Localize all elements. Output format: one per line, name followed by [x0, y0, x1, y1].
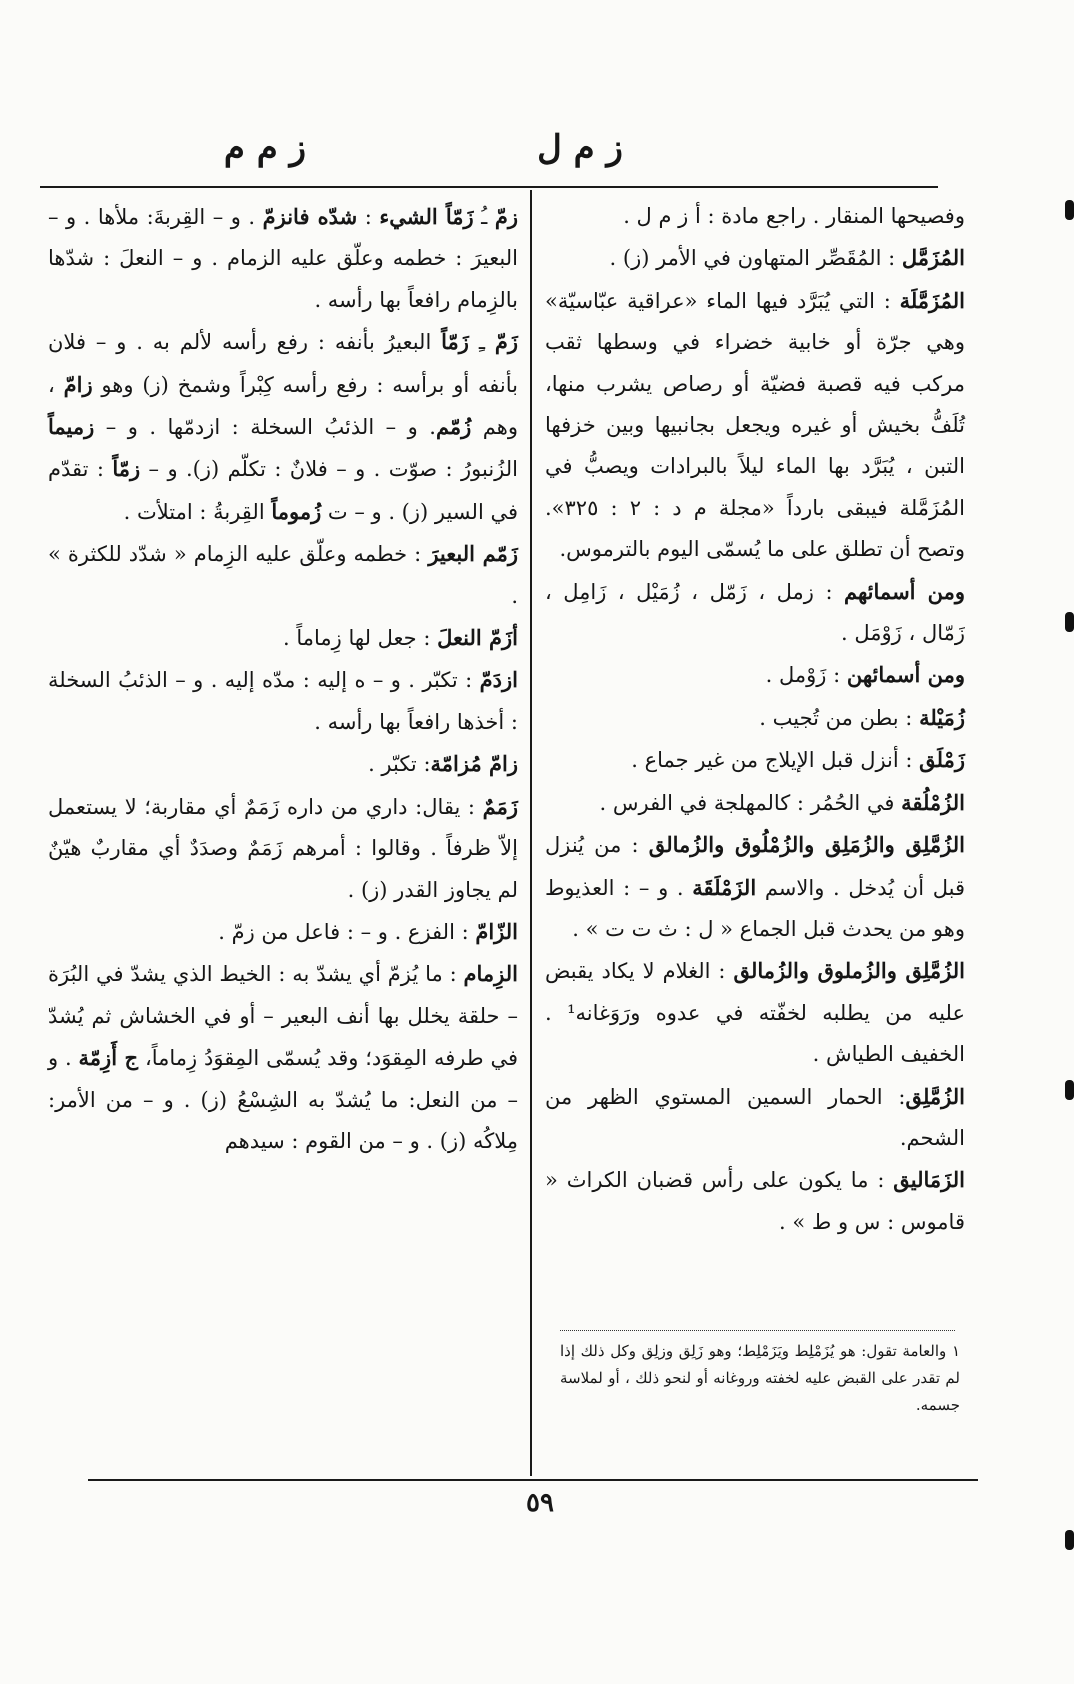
dictionary-entry: ومن أسمائهم : زمل ، زَمّل ، زُمَيْل ، زَامِل ، زَمّال ، زَوْمَل . — [545, 578, 966, 646]
dictionary-entry: المُزَمَّل : المُقَصِّر المتهاون في الأمر (ز) . — [609, 245, 965, 271]
binding-mark — [1065, 200, 1074, 220]
left-column — [48, 196, 518, 1162]
dictionary-entry: الزّامّ : الفزع . و – : فاعل من زمّ . — [218, 918, 518, 944]
dictionary-entry: زُمَيْلة : بطن من تُجيب . — [759, 704, 965, 730]
dictionary-entry: زَمّ ـِ زَمّاً البعيرُ بأنفه : رفع رأسه لألم به . و – فلان بأنفه أو برأسه : رفع رأسه كِبْراً وشمخ (ز) وهو زامّ ، وهم زُمّم. و – الذئبُ السخلة : ازدمّها . و – زميماً الزُنبورُ : صوّت . و – فلانٌ : تكلّم (ز). و – زمّاً : تقدّم في السير (ز) . و – ت زُموماً القِربةُ : امتلأت . — [48, 329, 518, 524]
dictionary-entry: الزَمَاليق : ما يكون على رأس قضبان الكراث « قاموس : س و ط » . — [545, 1167, 965, 1234]
top-rule — [40, 186, 938, 188]
dictionary-entry: زَمّم البعيرَ : خطمه وعلّق عليه الزِمام « شدّد للكثرة » . — [48, 541, 518, 608]
dictionary-entry: زَمَمٌ : يقال: داري من داره زَمَمٌ أي مقاربة؛ لا يستعمل إلاّ ظرفاً . وقالوا : أمرهم زَمَمٌ وصدَدٌ أي مقاربٌ هيّنٌ لم يجاوز القدر (ز) . — [48, 793, 518, 902]
binding-mark — [1065, 612, 1074, 632]
right-header-title: ز م ل — [537, 128, 623, 168]
dictionary-entry: ازدَمّ : تكبّر . و – ه إليه : مدّه إليه . و – الذئبُ السخلة : أخذها رافعاً بها رأسه . — [48, 667, 518, 734]
right-column — [545, 196, 965, 1243]
footnote-text: ١ والعامة تقول: هو يُزَمْلِط ويَزَمْلِط؛ وهو زَلِق وزلِق وكل ذلك إذا لم تقدر على القبض عليه لخفته وروغانه أو لنحو ذلك ، أو لملاسة جسمه. — [560, 1342, 960, 1414]
dictionary-entry: الزُمَّلِق: الحمار السمين المستوي الظهر من الشحم. — [545, 1083, 965, 1150]
dictionary-entry: الزُمَّلِق والزُملوق والزُمالق : الغلام لا يكاد يقبض عليه من يطلبه لخفّته في عدوه ورَوَغانه¹ . الخفيف الطياش . — [545, 958, 965, 1067]
dictionary-entry: زمّ ـُ زَمّاً الشيء : شدّه فانزمّ . و – القِربةَ: ملأها . و – البعيرَ : خطمه وعلّق عليه الزمام . و – النعلَ : شدّها بالزِمام رافعاً بها رأسه . — [48, 204, 518, 312]
footnote — [560, 1338, 960, 1419]
dictionary-entry: زَمْلَق : أنزل قبل الإيلاج من غير جماع . — [631, 747, 965, 773]
dictionary-entry: وفصيحها المنقار . راجع مادة : أ ز م ل . — [623, 204, 965, 228]
dictionary-entry: الزُمْلُقة في الحُمُر : كالمهلجة في الفرس . — [599, 789, 965, 815]
binding-mark — [1065, 1080, 1074, 1100]
dictionary-entry: الزِمام : ما يُزمّ أي يشدّ به : الخيط الذي يشدّ في البُرَة – حلقة يخلل بها أنف البعير – أو في الخشاش ثم يُشدّ في طرفه المِقوَد؛ وقد يُسمّى المِقوَدُ زِماماً، ج أَزِمّة . و – من النعل: ما يُشدّ به الشِسْعُ (ز) . و – من الأمر: مِلاكُه (ز) . و – من القوم : سيدهم — [48, 961, 518, 1153]
binding-mark — [1065, 1530, 1074, 1550]
page-number: ٥٩ — [526, 1488, 554, 1518]
dictionary-entry: الزُمَّلِق والزُمَلِق والزُمْلُوق والزُمالق : من يُنزل قبل أن يُدخل . والاسم الزَمْلَقَة . و – : العذيوط وهو من يحدث قبل الجماع « ل : ث ت ت » . — [545, 832, 965, 941]
footnote-separator — [560, 1330, 955, 1331]
dictionary-entry: زامّ مُزامّة: تكبّر . — [368, 751, 518, 777]
bottom-rule — [88, 1479, 978, 1481]
column-divider — [530, 190, 532, 1476]
dictionary-entry: المُزَمَّلَة : التي يُبَرَّد فيها الماء «عراقية عبّاسيّة» وهي جرّة أو خابية خضراء في وسطها ثقب مركب فيه قصبة فضيّة أو رصاص يشرب منها، تُلَفُّ بخيش أو غيره ويجعل بجانبيها وبين خزفها التبن ، يُبَرَّد بها الماء ليلاً بالبرادات ويصبُّ في المُزَمَّلة فيبقى بارداً «مجلة م د : ٢ : ٣٢٥». وتصح أن تطلق على ما يُسمّى اليوم بالترموس. — [545, 287, 965, 562]
left-header-title: ز م م — [223, 128, 307, 168]
dictionary-entry: ومن أسمائهن : زَوْمل . — [765, 662, 965, 688]
dictionary-entry: أزَمّ النعلَ : جعل لها زِماماً . — [283, 625, 518, 651]
